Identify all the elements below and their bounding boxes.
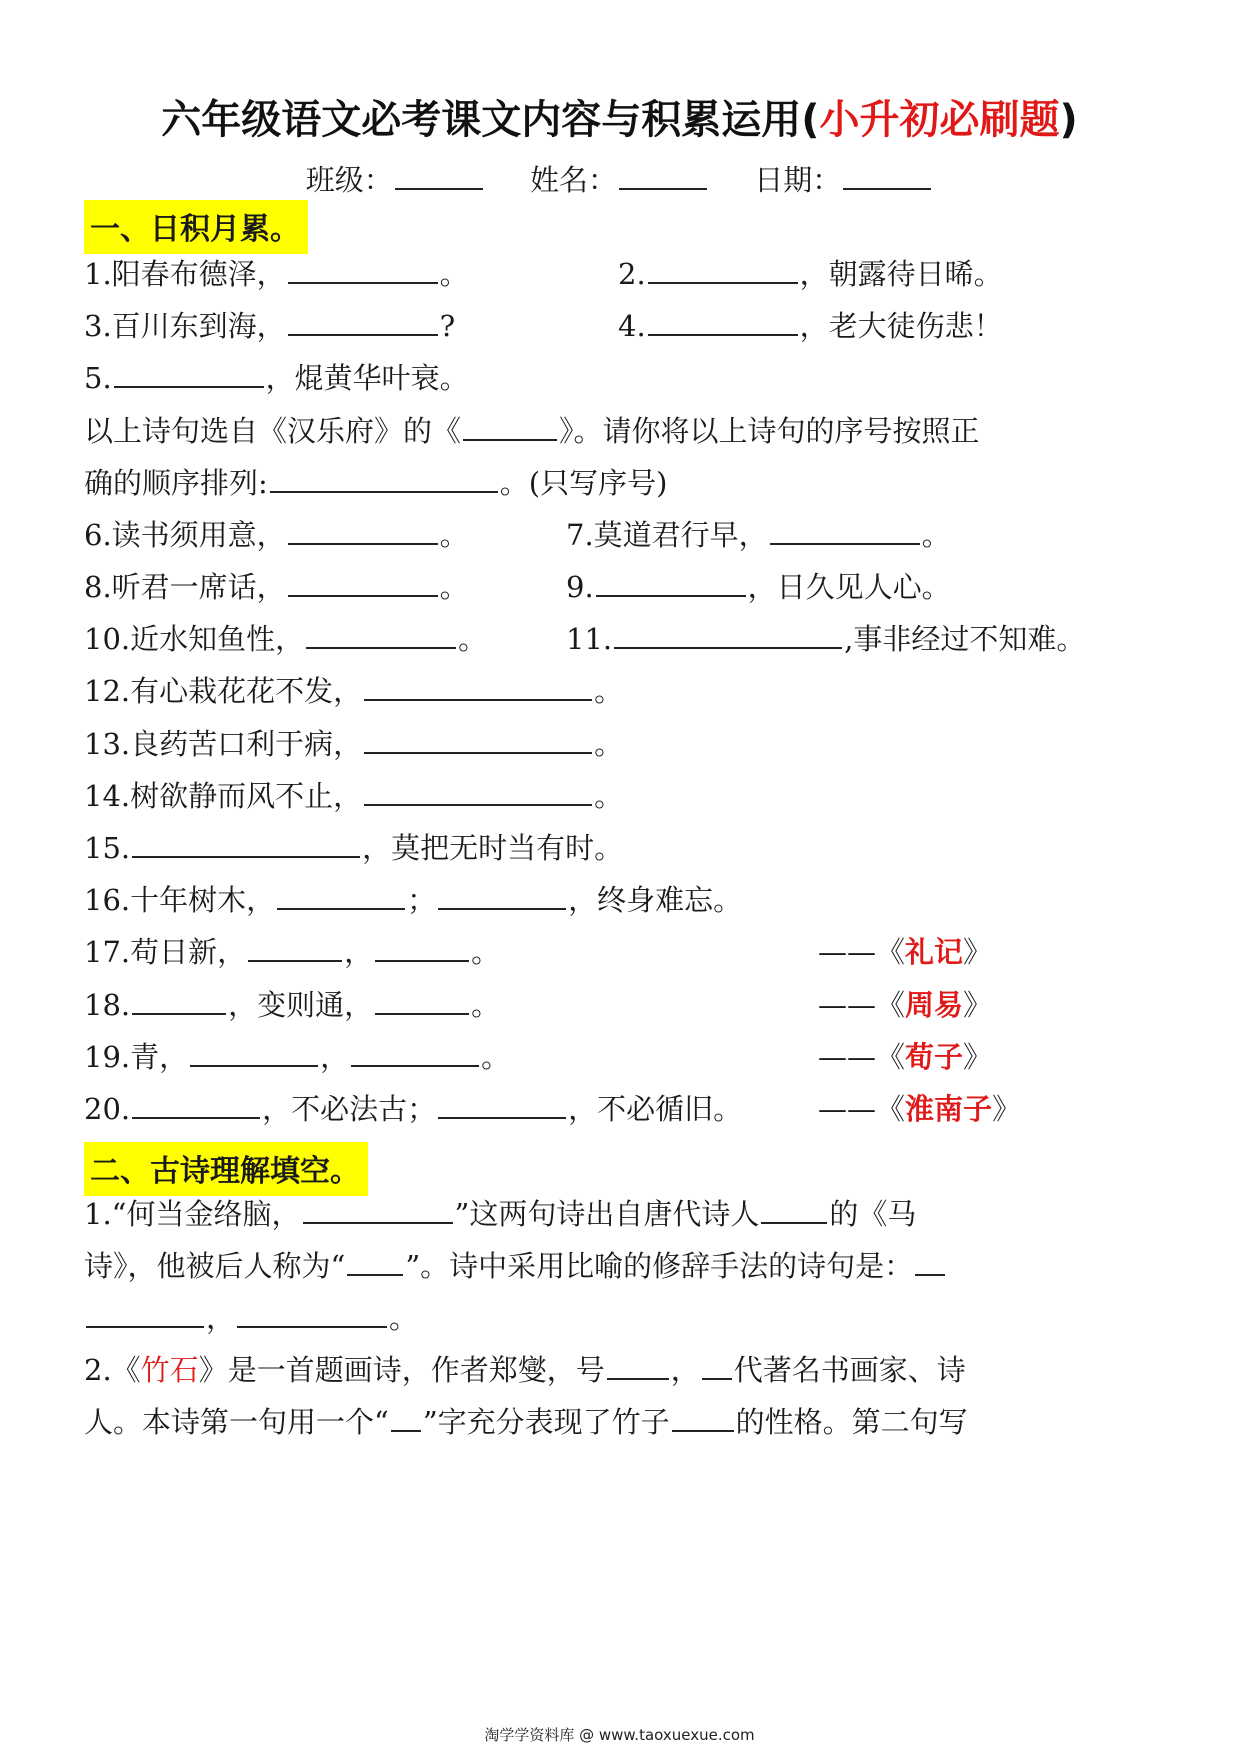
name-blank[interactable]	[619, 166, 707, 190]
question-row: 6.读书须用意， 。	[84, 518, 469, 552]
date-field: 日期：	[754, 158, 933, 199]
question-row: 4. ，老大徒伤悲！	[618, 309, 1003, 343]
paragraph-line: 确的顺序排列: 。(只写序号)	[84, 466, 668, 500]
question-row: 13.良药苦口利于病， 。	[84, 727, 624, 761]
answer-blank[interactable]	[190, 1043, 318, 1067]
answer-blank[interactable]	[614, 625, 842, 649]
poem-title: 竹石	[140, 1353, 199, 1387]
question-row: 10.近水知鱼性， 。	[84, 622, 488, 656]
question-row: 3.百川东到海， ?	[84, 309, 456, 343]
answer-blank[interactable]	[306, 625, 456, 649]
paragraph-line: ， 。	[84, 1298, 418, 1338]
paragraph-line: 2.《竹石》是一首题画诗，作者郑燮，号 ， 代著名书画家、诗	[84, 1353, 966, 1387]
answer-blank[interactable]	[132, 834, 360, 858]
answer-blank[interactable]	[288, 573, 438, 597]
answer-blank[interactable]	[770, 521, 920, 545]
answer-blank[interactable]	[761, 1200, 827, 1224]
answer-blank[interactable]	[648, 312, 798, 336]
question-row: 9. ，日久见人心。	[566, 570, 951, 604]
question-row: 8.听君一席话， 。	[84, 570, 469, 604]
answer-blank[interactable]	[364, 677, 592, 701]
footer-watermark: 淘学学资料库 @ www.taoxuexue.com	[484, 1726, 755, 1744]
answer-blank[interactable]	[438, 886, 566, 910]
answer-blank[interactable]	[288, 312, 438, 336]
source-citation: ——《荀子》	[818, 1040, 993, 1074]
class-blank[interactable]	[395, 166, 483, 190]
paragraph-line: 1.“何当金络脑， ”这两句诗出自唐代诗人 的《马	[84, 1197, 917, 1231]
paragraph-line: 以上诗句选自《汉乐府》的《 》。请你将以上诗句的序号按照正	[84, 414, 980, 448]
paragraph-line: 人。本诗第一句用一个“ ”字充分表现了竹子 的性格。第二句写	[84, 1405, 968, 1439]
question-row: 5. ，焜黄华叶衰。	[84, 361, 469, 395]
question-row: 11. ,事非经过不知难。	[566, 622, 1086, 656]
answer-blank[interactable]	[607, 1356, 669, 1380]
answer-blank[interactable]	[114, 364, 264, 388]
answer-blank[interactable]	[277, 886, 405, 910]
answer-blank[interactable]	[672, 1408, 734, 1432]
question-row: 18. ，变则通， 。	[84, 988, 501, 1022]
question-row: 7.莫道君行早， 。	[566, 518, 951, 552]
answer-blank[interactable]	[132, 991, 226, 1015]
question-row: 20. ，不必法古； ，不必循旧。	[84, 1092, 743, 1126]
section2-heading: 二、古诗理解填空。	[84, 1142, 368, 1196]
student-info-line	[0, 158, 1239, 199]
answer-blank[interactable]	[375, 938, 469, 962]
question-row: 2. ，朝露待日晞。	[618, 257, 1003, 291]
question-row: 12.有心栽花花不发， 。	[84, 674, 624, 708]
answer-blank[interactable]	[347, 1252, 403, 1276]
question-row: 15. ，莫把无时当有时。	[84, 831, 624, 865]
page-title: 六年级语文必考课文内容与积累运用(小升初必刷题)	[161, 97, 1078, 143]
answer-blank[interactable]	[248, 938, 342, 962]
question-row: 14.树欲静而风不止， 。	[84, 779, 624, 813]
answer-blank[interactable]	[915, 1252, 945, 1276]
answer-blank[interactable]	[364, 730, 592, 754]
class-field: 班级：	[306, 158, 485, 199]
question-row: 19.青， ， 。	[84, 1040, 511, 1074]
answer-blank[interactable]	[303, 1200, 453, 1224]
source-citation: ——《周易》	[818, 988, 993, 1022]
answer-blank[interactable]	[702, 1356, 732, 1380]
answer-blank[interactable]	[237, 1304, 387, 1328]
answer-blank[interactable]	[270, 469, 498, 493]
answer-blank[interactable]	[648, 260, 798, 284]
answer-blank[interactable]	[391, 1408, 421, 1432]
section1-heading: 一、日积月累。	[84, 200, 308, 254]
answer-blank[interactable]	[288, 260, 438, 284]
answer-blank[interactable]	[596, 573, 746, 597]
source-citation: ——《淮南子》	[818, 1092, 1022, 1126]
name-field: 姓名：	[530, 158, 709, 199]
answer-blank[interactable]	[288, 521, 438, 545]
answer-blank[interactable]	[351, 1043, 479, 1067]
question-row: 1.阳春布德泽， 。	[84, 257, 469, 291]
answer-blank[interactable]	[132, 1095, 260, 1119]
date-blank[interactable]	[843, 166, 931, 190]
paragraph-line: 诗》，他被后人称为“ ”。诗中采用比喻的修辞手法的诗句是：	[84, 1246, 947, 1286]
answer-blank[interactable]	[375, 991, 469, 1015]
title-highlight: 小升初必刷题	[819, 97, 1060, 143]
answer-blank[interactable]	[364, 782, 592, 806]
question-row: 17.苟日新， ， 。	[84, 935, 501, 969]
answer-blank[interactable]	[463, 417, 557, 441]
question-row: 16.十年树木， ； ，终身难忘。	[84, 883, 743, 917]
answer-blank[interactable]	[438, 1095, 566, 1119]
source-citation: ——《礼记》	[818, 935, 993, 969]
answer-blank[interactable]	[86, 1304, 204, 1328]
